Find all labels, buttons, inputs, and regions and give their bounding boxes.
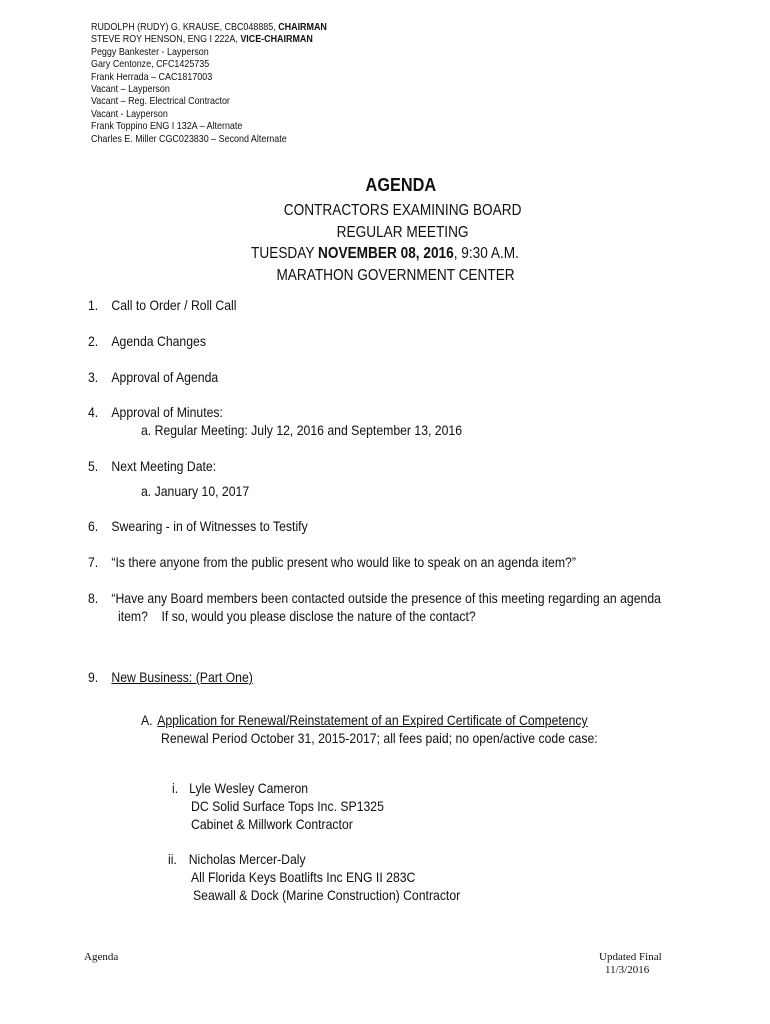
agenda-heading: AGENDA <box>365 174 437 195</box>
section-a-detail: Renewal Period October 31, 2015-2017; all fees paid; no open/active code case: <box>161 731 598 746</box>
roster-line: Frank Toppino ENG I 132A – Alternate <box>91 121 243 133</box>
meeting-location: MARATHON GOVERNMENT CENTER <box>276 266 515 284</box>
section-a-heading: A. Application for Renewal/Reinstatement of an Expired Certificate of Competency <box>141 713 588 728</box>
applicant-name: i. Lyle Wesley Cameron <box>172 781 309 796</box>
agenda-subitem: a. Regular Meeting: July 12, 2016 and September 13, 2016 <box>141 423 463 438</box>
agenda-item: 6. Swearing - in of Witnesses to Testify <box>88 519 308 534</box>
footer-label: Agenda <box>84 951 119 963</box>
agenda-item: 3. Approval of Agenda <box>88 370 219 385</box>
board-roster <box>91 22 327 146</box>
applicant-company: All Florida Keys Boatlifts Inc ENG II 283C <box>191 870 416 885</box>
roster-line: Charles E. Miller CGC023830 – Second Alternate <box>91 133 287 145</box>
agenda-item: 7. “Is there anyone from the public present who would like to speak on an agenda item?” <box>88 555 576 570</box>
agenda-item: 8. “Have any Board members been contacted outside the presence of this meeting regarding an agenda <box>88 591 661 606</box>
applicant-name: ii. Nicholas Mercer-Daly <box>168 852 306 867</box>
applicant-company: DC Solid Surface Tops Inc. SP1325 <box>191 799 384 814</box>
footer-status: Updated Final 11/3/2016 <box>599 951 662 976</box>
agenda-title-block <box>46 174 724 286</box>
roster-line: Gary Centonze, CFC1425735 <box>91 59 210 71</box>
agenda-item: 5. Next Meeting Date: <box>88 459 217 474</box>
agenda-item: 4. Approval of Minutes: <box>88 405 223 420</box>
meeting-date: TUESDAY NOVEMBER 08, 2016, 9:30 A.M. <box>251 245 519 262</box>
applicant-type: Seawall & Dock (Marine Construction) Contractor <box>193 888 461 903</box>
agenda-subitem: a. January 10, 2017 <box>141 484 250 499</box>
roster-line: STEVE ROY HENSON, ENG I 222A, VICE-CHAIRMAN <box>91 34 313 46</box>
meeting-type: REGULAR MEETING <box>336 223 469 241</box>
agenda-item: 9. New Business: (Part One) <box>88 670 253 685</box>
roster-line: Vacant – Reg. Electrical Contractor <box>91 96 230 108</box>
roster-line: Frank Herrada – CAC1817003 <box>91 71 213 83</box>
applicant-type: Cabinet & Millwork Contractor <box>191 817 353 832</box>
roster-line: RUDOLPH (RUDY) G. KRAUSE, CBC048885, CHAIRMAN <box>91 22 327 33</box>
board-name: CONTRACTORS EXAMINING BOARD <box>283 202 522 219</box>
agenda-item: 2. Agenda Changes <box>88 334 206 349</box>
new-business-heading: New Business: (Part One) <box>111 670 253 685</box>
roster-line: Peggy Bankester - Layperson <box>91 46 209 58</box>
agenda-item: 1. Call to Order / Roll Call <box>88 298 237 313</box>
roster-line: Vacant – Layperson <box>91 84 170 96</box>
roster-line: Vacant - Layperson <box>91 108 168 120</box>
agenda-item-continuation: item? If so, would you please disclose the nature of the contact? <box>118 609 476 624</box>
